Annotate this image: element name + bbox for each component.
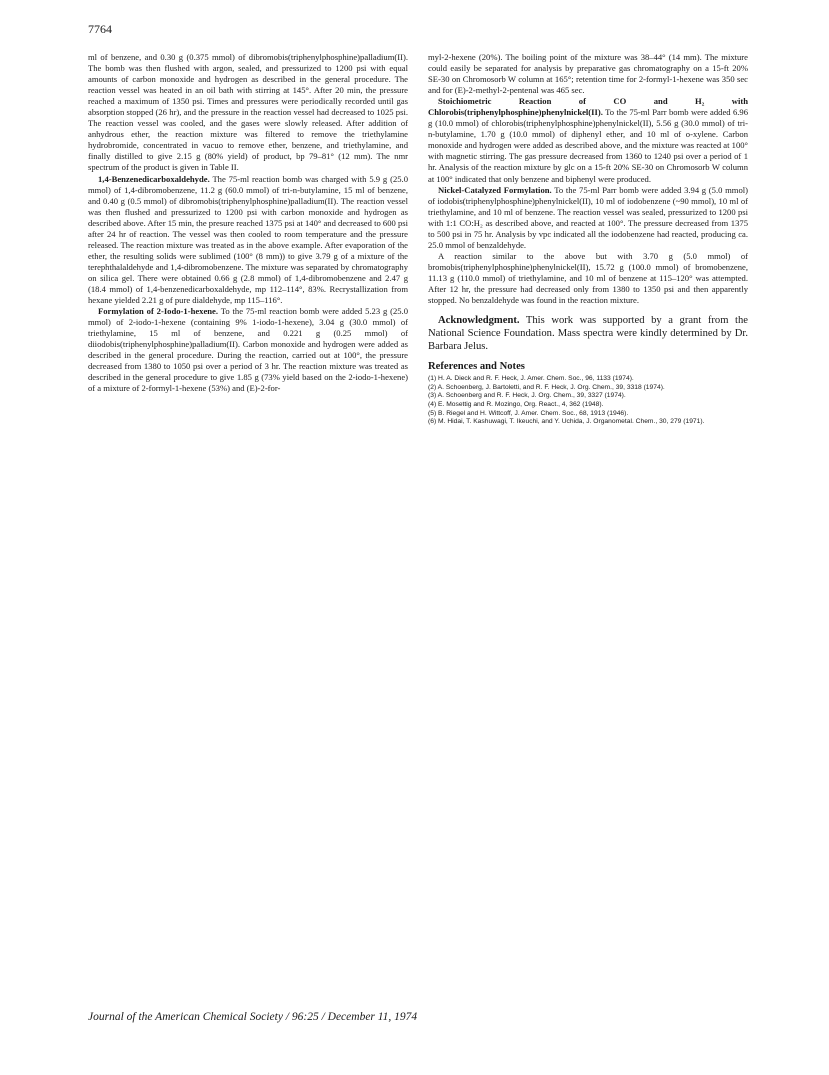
references-heading: References and Notes: [428, 361, 525, 373]
paragraph-title: Formylation of 2-Iodo-1-hexene.: [98, 306, 219, 317]
reference-item: (1) H. A. Dieck and R. F. Heck, J. Amer. Chem. Soc., 96, 1133 (1974).: [428, 375, 634, 383]
reference-item: (5) B. Riegel and H. Wittcoff, J. Amer. Chem. Soc., 68, 1913 (1946).: [428, 409, 629, 417]
benzenedicarboxaldehyde-paragraph: [88, 174, 408, 307]
continued-paragraph: ml of benzene, and 0.30 g (0.375 mmol) of dibromobis(triphenylphosphine)palladium(II). The bomb was then flushed with argon, sealed, and pressurized to 1200 psi with equal amounts of carbon monoxide and hydrogen as described in the general procedure. The reaction vessel was heated in an oil bath with stirring at 145°. After 20 min, the pressure reached a maximum of 1350 psi. Times and pressures were periodically recorded until gas absorption stopped (26 hr), and the pressure in the reaction vessel had decreased to 1025 psi. The reaction vessel was cooled, and the gases were slowly released. After addition of anhydrous ether, the reaction mixture was filtered to remove the triethylamine hydrobromide, concentrated in vacuo to remove ether, benzene, and triethylamine, and finally distilled to give 2.15 g (80% yield) of product, bp 79–81° (12 mm). The nmr spectrum of the product is given in Table II.: [88, 52, 408, 173]
reference-item: (4) E. Mosettig and R. Mozingo, Org. React., 4, 362 (1948).: [428, 400, 604, 408]
reference-item: (6) M. Hidai, T. Kashuwagi, T. Ikeuchi, and Y. Uchida, J. Organometal. Chem., 30, 279 (1971).: [428, 418, 705, 426]
acknowledgment-body: This work was supported by a grant from the National Science Foundation. Mass spectra were kindly determined by Dr. Barbara Jelus.: [428, 315, 748, 353]
page-number: 7764: [88, 22, 112, 36]
continued-paragraph: myl-2-hexene (20%). The boiling point of the mixture was 38–44° (14 mm). The mixture could easily be separated for analysis by preparative gas chromatography on a 15-ft 20% SE-30 on Chromosorb W column at 165°; retention time for 2-formyl-1-hexene was 350 sec and for (E)-2-methyl-2-pentenal was 465 sec.: [428, 52, 748, 96]
acknowledgment: [428, 314, 748, 353]
paragraph-title: Nickel-Catalyzed Formylation.: [438, 184, 552, 195]
paragraph-body: To the 75-ml Parr bomb were added 6.96 g (10.0 mmol) of chlorobis(triphenylphosphine)phenylnickel(II), 5.56 g (30.0 mmol) of tri-n-butylamine, 1.70 g (10.0 mmol) of diphenyl ether, and 10 ml of o-xylene. Carbon monoxide and hydrogen were added as described above, and the mixture was reacted at 100° with magnetic stirring. The gas pressure decreased from 1360 to 1240 psi over a period of 1 hr. Analysis of the reaction mixture by glc on a 15-ft 20% SE-30 on Chromosorb W column at 100° indicated that only benzene and biphenyl were produced.: [428, 107, 748, 184]
paragraph-body: The 75-ml reaction bomb was charged with 5.9 g (25.0 mmol) of 1,4-dibromobenzene, 11.2 g (60.0 mmol) of tri-n-butylamine, 15 ml of benzene, and 0.40 g (0.5 mmol) of dibromobis(triphenylphosphine)palladium(II). The reaction vessel was then flushed and pressurized to 1200 psi with carbon monoxide and hydrogen as described above. After 15 min, the presure reached 1375 psi at 140° and decreased to 600 psi after 24 hr of reaction. The vessel was then cooled to room temperature and the pressure released. The reaction mixture was treated as in the above example. After evaporation of the ether, the resulting solids were sublimed (100° (8 mm)) to give 3.79 g of a mixture of the terephthalaldehyde and 1,4-dibromobenzene. The mixture was separated by chromatography on silica gel. There were obtained 0.66 g (2.8 mmol) of 1,4-dibromobenzene and 2.47 g (18.4 mmol) of 1,4-benzenedicarboxaldehyde, mp 112–114°, 83%. Recrystallization from hexane yielded 2.21 g of pure dialdehyde, mp 115–116°.: [88, 173, 408, 306]
stoichiometric-reaction-paragraph: [428, 96, 748, 184]
left-column: [88, 52, 408, 394]
reference-item: (3) A. Schoenberg and R. F. Heck, J. Org. Chem., 39, 3327 (1974).: [428, 392, 626, 400]
paragraph-body: To the 75-ml reaction bomb were added 5.23 g (25.0 mmol) of 2-iodo-1-hexene (containing 9% 1-iodo-1-hexene), 3.04 g (30.0 mmol) of triethylamine, 15 ml of benzene, and 0.221 g (0.25 mmol) of diiodobis(triphenylphosphine)palladium(II). Carbon monoxide and hydrogen were added as described in the general procedure. During the reaction, carried out at 100°, the pressure decreased from 1380 to 1050 psi over a period of 3 hr. The reaction mixture was treated as described in the general procedure to give 1.85 g (73% yield based on the 2-iodo-1-hexene) of a mixture of 2-formyl-1-hexene (53%) and (E)-2-for-: [88, 306, 409, 394]
journal-footer: Journal of the American Chemical Society / 96:25 / December 11, 1974: [88, 1011, 418, 1023]
paragraph-body: To the 75-ml Parr bomb were added 3.94 g (5.0 mmol) of iodobis(triphenylphosphine)phenylnickel(II), 10 ml of iodobenzene (~90 mmol), 10 ml of triethylamine, and 10 ml of benzene. The reaction vessel was sealed, pressurized to 1200 psi with 1:1 CO:H₂ as described above, and reacted at 100°. The pressure decreased from 1375 to 500 psi in 75 hr. Analysis by vpc indicated all the iodobenzene had reacted, producing ca. 25.0 mmol of benzaldehyde.: [428, 184, 748, 250]
reference-item: (2) A. Schoenberg, J. Bartoletti, and R. F. Heck, J. Org. Chem., 39, 3318 (1974).: [428, 383, 665, 391]
acknowledgment-title: Acknowledgment.: [438, 315, 520, 327]
right-column: [428, 52, 748, 427]
paragraph-title: Stoichiometric Reaction of CO and H₂ with Chlorobis(triphenylphosphine)phenylnickel(II).: [428, 96, 748, 118]
similar-reaction-paragraph: A reaction similar to the above but with 3.70 g (5.0 mmol) of bromobis(triphenylphosphine)phenylnickel(II), 15.72 g (100.0 mmol) of bromobenzene, 11.13 g (110.0 mmol) of triethylamine, and 10 ml of benzene at 115–120° was attempted. After 12 hr, the pressure had decreased only from 1380 to 1350 psi and then apparently stopped. No benzaldehyde was found in the reaction mixture.: [428, 250, 748, 306]
references-list: [428, 375, 748, 427]
formylation-iodohexene-paragraph: [88, 306, 408, 394]
paragraph-title: 1,4-Benzenedicarboxaldehyde.: [98, 173, 210, 184]
nickel-formylation-paragraph: [428, 185, 748, 251]
